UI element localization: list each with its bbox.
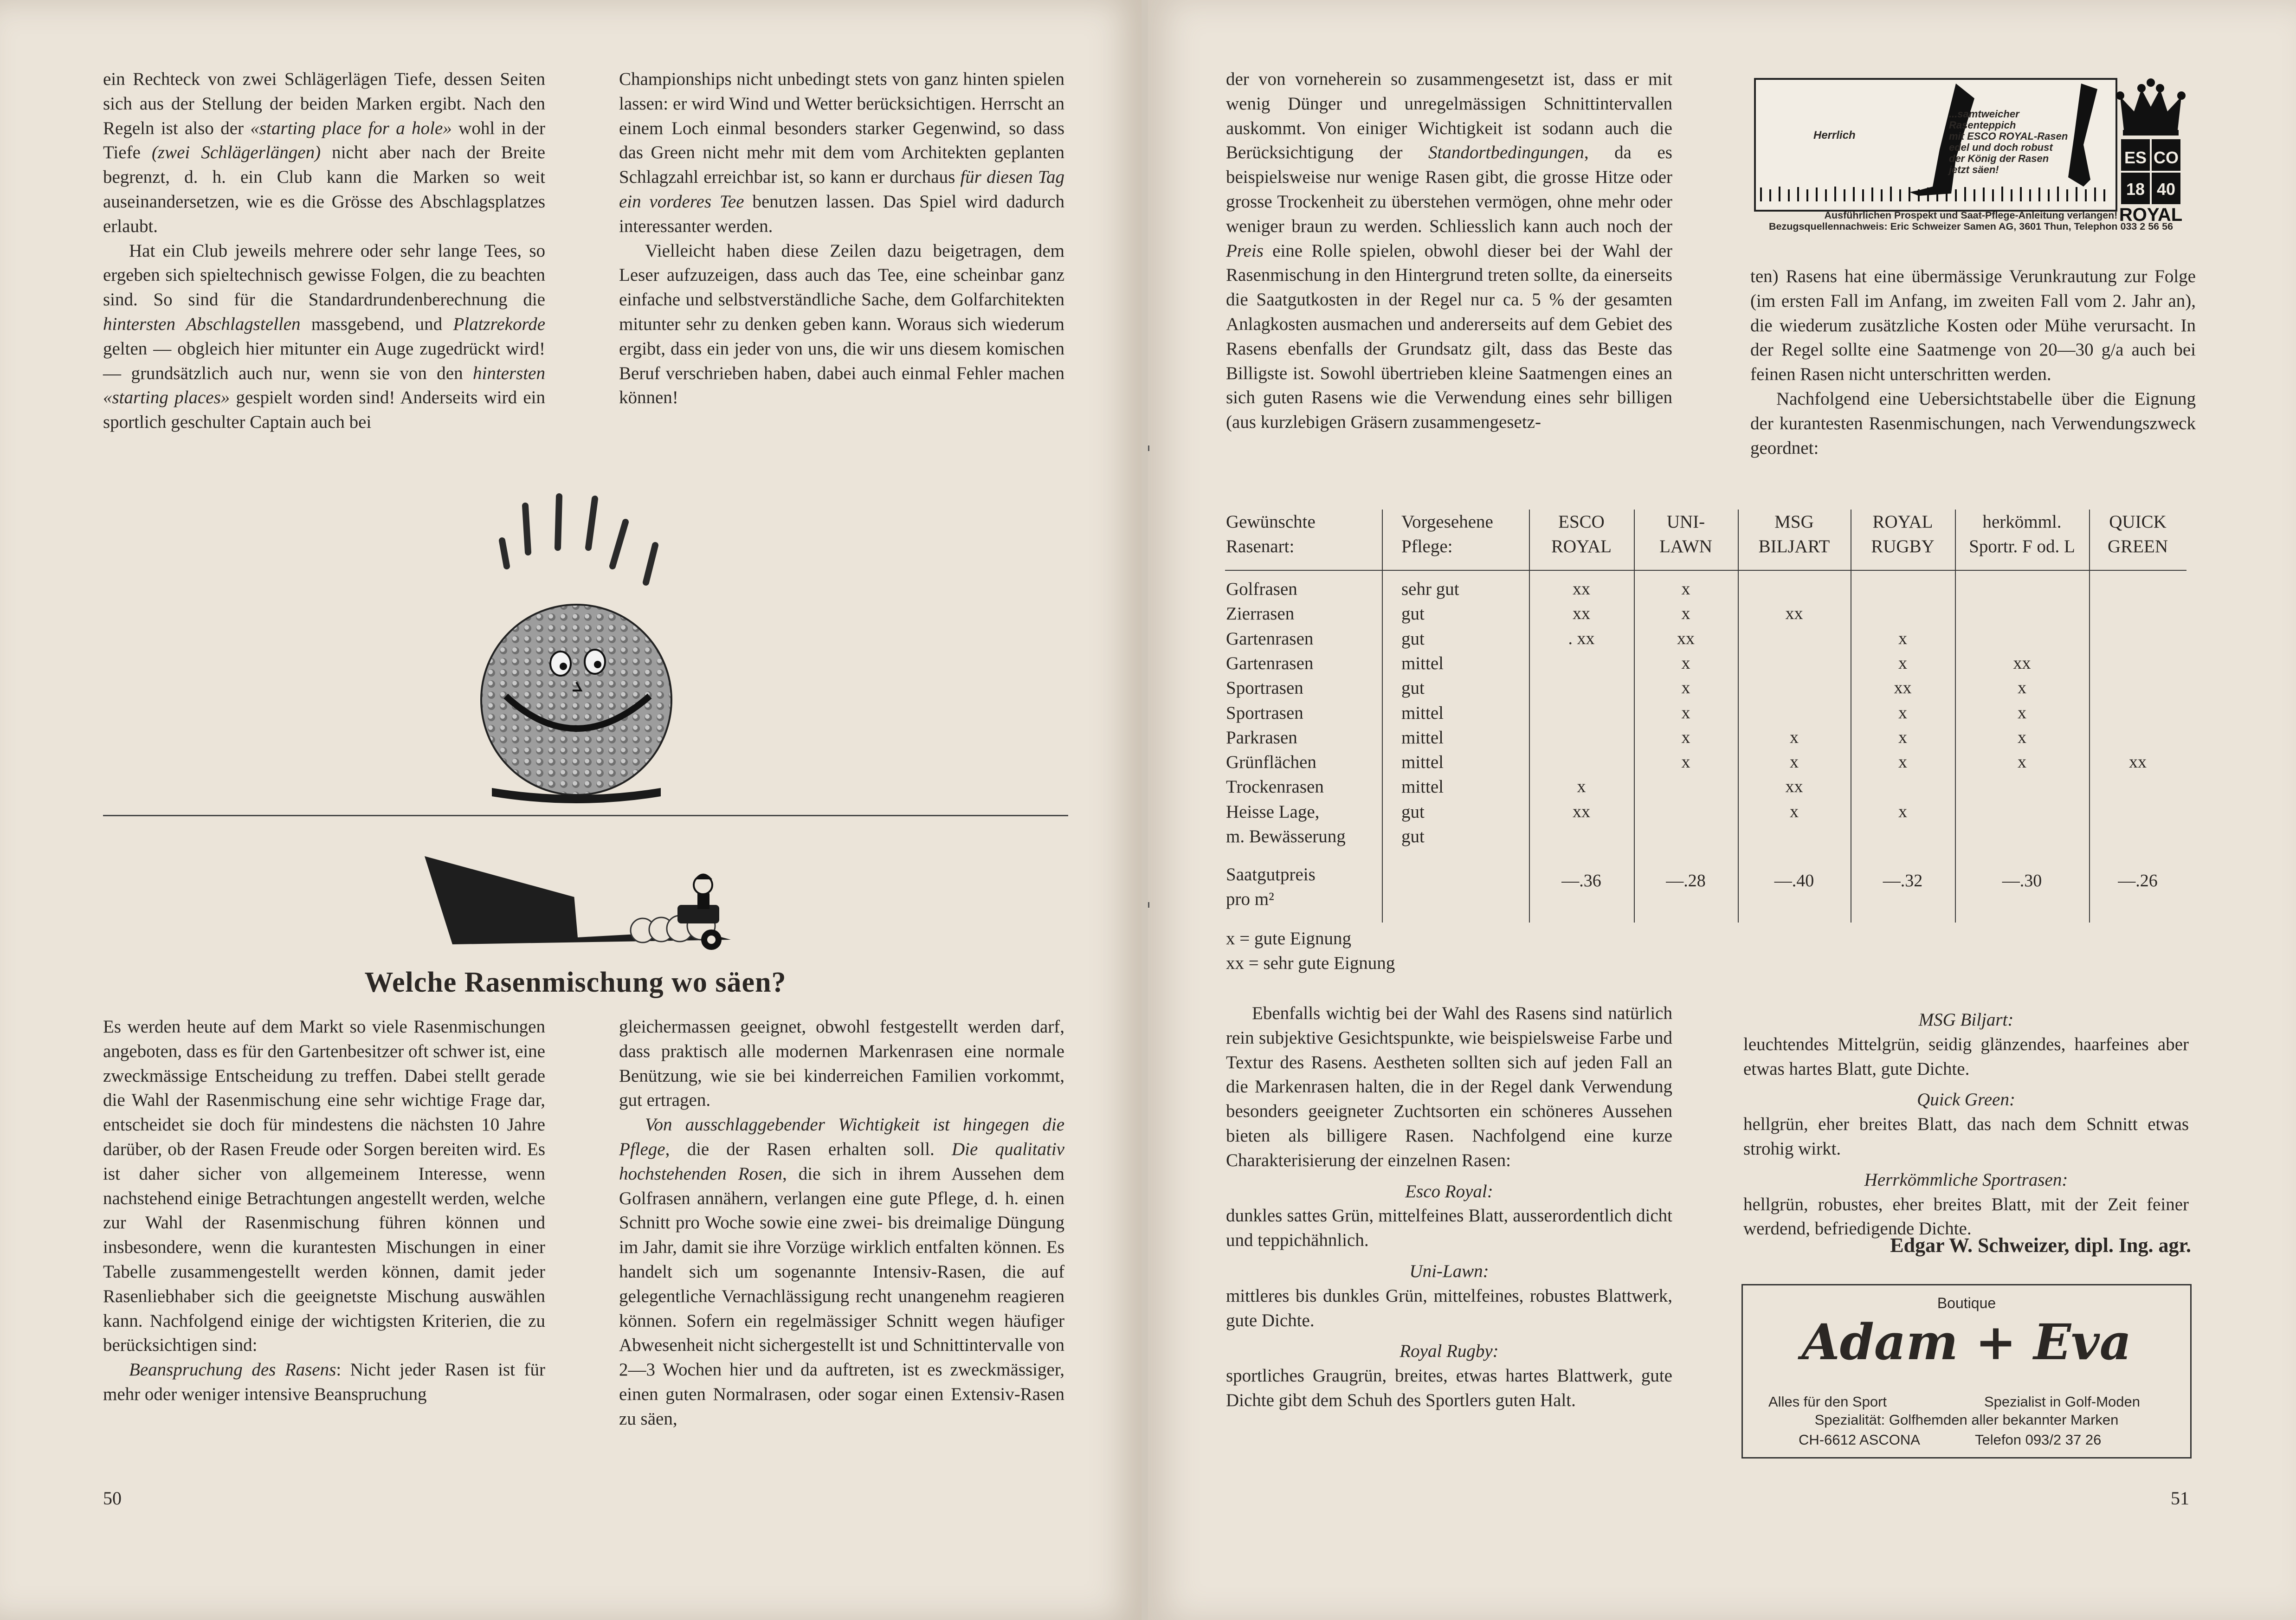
paragraph: dunkles sattes Grün, mittelfeines Blatt, ausserordentlich dicht und teppichähnlich. — [1226, 1206, 1672, 1251]
table-cell: x — [1898, 752, 1907, 772]
left-page — [0, 0, 1142, 1620]
lawn-mower-illustration — [425, 852, 749, 972]
table-column-rule — [1382, 510, 1383, 923]
golf-ball-illustration — [473, 478, 677, 812]
row-care-level: gut — [1401, 629, 1425, 649]
logo-text-es: ES — [2124, 148, 2147, 167]
row-lawn-type: Sportrasen — [1226, 678, 1303, 698]
subheading: Herrkömmliche Sportrasen: — [1864, 1169, 2068, 1190]
table-cell: xx — [2129, 752, 2147, 772]
price-cell: —.40 — [1774, 871, 1814, 891]
price-cell: —.36 — [1561, 871, 1601, 891]
column-header — [1634, 510, 1738, 559]
table-cell: x — [1898, 802, 1907, 821]
table-cell: x — [1681, 653, 1690, 673]
table-cell: x — [1681, 703, 1690, 723]
table-cell: x — [2018, 678, 2026, 697]
row-lawn-type: Heisse Lage, — [1226, 802, 1320, 822]
header-line: Vorgesehene — [1401, 512, 1493, 532]
boutique-label: Boutique — [1937, 1295, 1996, 1311]
column-header — [1955, 510, 2089, 559]
table-header-rule — [1225, 570, 2186, 571]
price-label-line: Saatgutpreis — [1226, 865, 1316, 884]
paragraph: leuchtendes Mittelgrün, seidig glänzendes, haarfeines aber etwas hartes Blatt, gute Dichte. — [1743, 1034, 2189, 1079]
table-cell: x — [1681, 728, 1690, 747]
row-care-level: gut — [1401, 604, 1425, 624]
row-care-level: mittel — [1401, 752, 1444, 772]
table-cell: x — [1898, 629, 1907, 648]
column-header — [2089, 510, 2186, 559]
table-cell: x — [1898, 703, 1907, 723]
paragraph: gleichermassen geeignet, obwohl festgestellt werden darf, dass praktisch alle modernen Markenrasen eine normale Benützung, wie sie bei kinderreichen Familien vorkommt, gut ertragen. — [619, 1017, 1064, 1110]
subheading: Uni-Lawn: — [1409, 1261, 1489, 1281]
paragraph: mittleres bis dunkles Grün, mittelfeines, robustes Blattwerk, gute Dichte. — [1226, 1285, 1672, 1330]
paragraph: Vielleicht haben diese Zeilen dazu beigetragen, dem Leser aufzuzeigen, dass auch das Tee, eine scheinbar ganz einfache und selbstverständliche Sache, dem Golfarchitekten mitunter sehr zu denken geben kann. Woraus sich wiederum ergibt, dass ein jeder von uns, die wir uns diesem komischen Beruf verschrieben haben, dabei auch einmal Fehler machen können! — [619, 240, 1064, 408]
paragraph: ten) Rasens hat eine übermässige Verunkrautung zur Folge (im ersten Fall im Anfang, im zweiten Fall vom 2. Jahr an), die wiederum zusätzliche Kosten oder Mühe verursacht. In der Regel sollte eine Saatmenge von 20—30 g/a auch bei feinen Rasen nicht unterschritten werden. — [1750, 266, 2196, 385]
boutique-address: CH-6612 ASCONA — [1799, 1432, 1920, 1448]
row-care-level: gut — [1401, 826, 1425, 846]
page-number-right: 51 — [2171, 1488, 2189, 1509]
table-cell: xx — [1785, 604, 1803, 623]
right-column-3 — [1226, 1001, 1672, 1413]
table-column-rule — [2089, 510, 2090, 923]
table-cell: xx — [1894, 678, 1912, 697]
ad-footer-line: Ausführlichen Prospekt und Saat-Pflege-Anleitung verlangen! — [1824, 210, 2118, 221]
price-cell: —.28 — [1666, 871, 1706, 891]
logo-text-40: 40 — [2156, 180, 2176, 199]
subheading: Royal Rugby: — [1400, 1341, 1499, 1362]
left-column-2 — [619, 67, 1064, 410]
row-care-level: mittel — [1401, 703, 1444, 723]
column-header-line: RUGBY — [1871, 536, 1935, 556]
logo-text-royal: ROYAL — [2119, 205, 2183, 224]
right-column-4 — [1743, 1001, 2189, 1241]
paragraph: Von ausschlaggebender Wichtigkeit ist hingegen die Pflege, die der Rasen erhalten soll. Die qualitativ hochstehenden Rosen, die sich in ihrem Aussehen dem Golfrasen annähern, verlangen eine gute Pflege, d. h. einen Schnitt pro Woche sowie eine zwei- bis dreimalige Düngung im Jahr, damit sie ihre Vorzüge wirklich entfalten können. Es handelt sich um sogenannte Intensiv-Rasen, die auf gelegentliche Vernachlässigung recht unangenehm reagieren können. Sofern ein regelmässiger Schnitt wegen häufiger Abwesenheit nicht sichergestellt ist und Schnittintervalle von 2—3 Wochen hier und da auftreten, ist es zweckmässiger, einen guten Normalrasen, oder sogar einen Extensiv-Rasen zu säen, — [619, 1115, 1064, 1429]
row-lawn-type: Zierrasen — [1226, 604, 1295, 624]
table-cell: x — [1790, 752, 1799, 772]
row-lawn-type: Parkrasen — [1226, 728, 1297, 748]
table-cell: x — [1681, 678, 1690, 697]
row-lawn-type: m. Bewässerung — [1226, 826, 1346, 846]
header-desired-lawn — [1226, 510, 1316, 559]
ad-copy-line: der König der Rasen — [1949, 153, 2049, 164]
table-cell: xx — [1573, 604, 1590, 623]
row-lawn-type: Sportrasen — [1226, 703, 1303, 723]
price-label-line: pro m² — [1226, 889, 1274, 909]
table-cell: xx — [1785, 777, 1803, 796]
row-care-level: gut — [1401, 678, 1425, 698]
right-column-2 — [1750, 265, 2196, 460]
ad-copy-line: ...samtweicher Rasenteppich — [1949, 108, 2019, 131]
column-header — [1529, 510, 1634, 559]
author-signature: Edgar W. Schweizer, dipl. Ing. agr. — [1890, 1234, 2191, 1257]
logo-text-co: CO — [2154, 148, 2179, 167]
paragraph: Nachfolgend eine Uebersichtstabelle über die Eignung der kurantesten Rasenmischungen, nach Verwendungszweck geordnet: — [1750, 388, 2196, 458]
left-column-1 — [103, 67, 545, 435]
ad-headline-word: Herrlich — [1813, 129, 1856, 142]
ad-copy-line: edel und doch robust — [1949, 142, 2053, 153]
boutique-ad — [1741, 1284, 2192, 1459]
article-heading: Welche Rasenmischung wo säen? — [364, 967, 787, 998]
section-divider — [103, 815, 1068, 816]
table-cell: x — [2018, 703, 2026, 723]
table-legend — [1226, 926, 1395, 975]
table-cell: x — [1681, 579, 1690, 599]
boutique-line: Alles für den Sport — [1768, 1394, 1887, 1410]
column-header — [1851, 510, 1955, 559]
subheading: MSG Biljart: — [1918, 1010, 2014, 1030]
paragraph: Hat ein Club jeweils mehrere oder sehr lange Tees, so ergeben sich spieltechnisch gewisse Folgen, die zu beachten sind. So sind für die Standardrundenberechnung die hintersten Abschlagstellen massgebend, und Platzrekorde gelten — obgleich hier mitunter ein Auge zugedrückt wird! — grundsätzlich auch nur, wenn sie von den hintersten «starting places» gespielt worden sind! Anderseits wird ein sportlich geschulter Captain auch bei — [103, 240, 545, 432]
subheading: Esco Royal: — [1405, 1181, 1493, 1201]
table-cell: x — [1681, 604, 1690, 623]
page-number-left: 50 — [103, 1488, 122, 1509]
row-lawn-type: Gartenrasen — [1226, 629, 1314, 649]
paragraph: Beanspruchung des Rasens: Nicht jeder Rasen ist für mehr oder weniger intensive Beanspruchung — [103, 1360, 545, 1404]
paragraph: ein Rechteck von zwei Schlägerlägen Tiefe, dessen Seiten sich aus der Stellung der beiden Marken ergibt. Nach den Regeln ist also der «starting place for a hole» wohl in der Tiefe (zwei Schlägerlängen) nicht aber nach der Breite begrenzt, d. h. ein Club kann die Marken so weit auseinandersetzen, wie es die Grösse des Abschlagsplatzes erlaubt. — [103, 69, 546, 236]
row-care-level: mittel — [1401, 653, 1444, 673]
paragraph: hellgrün, robustes, eher breites Blatt, mit der Zeit feiner werdend, befriedigende Dichte. — [1743, 1194, 2189, 1239]
header-care — [1401, 510, 1493, 559]
column-header-line: UNI- — [1666, 512, 1705, 532]
price-label — [1226, 862, 1316, 911]
column-header-line: QUICK — [2109, 512, 2167, 532]
ad-footer — [1754, 210, 2188, 232]
row-lawn-type: Golfrasen — [1226, 579, 1297, 599]
column-header-line: Sportr. F od. L — [1969, 536, 2075, 556]
table-cell: x — [2018, 728, 2026, 747]
boutique-phone: Telefon 093/2 37 26 — [1975, 1432, 2102, 1448]
table-cell: x — [1790, 802, 1799, 821]
paragraph: hellgrün, eher breites Blatt, das nach dem Schnitt etwas strohig wirkt. — [1743, 1114, 2189, 1159]
table-cell: xx — [1573, 802, 1590, 821]
table-column-rule — [1529, 510, 1530, 923]
subheading: Quick Green: — [1917, 1090, 2015, 1110]
column-header-line: LAWN — [1659, 536, 1712, 556]
column-header-line: ESCO — [1558, 512, 1605, 532]
row-lawn-type: Trockenrasen — [1226, 777, 1324, 797]
table-column-rule — [1738, 510, 1739, 923]
row-lawn-type: Gartenrasen — [1226, 653, 1314, 673]
logo-text-18: 18 — [2126, 180, 2145, 199]
price-cell: —.26 — [2118, 871, 2158, 891]
column-header-line: GREEN — [2108, 536, 2168, 556]
row-lawn-type: Grünflächen — [1226, 752, 1316, 772]
boutique-line: Spezialität: Golfhemden aller bekannter Marken — [1814, 1412, 2119, 1428]
column-header — [1738, 510, 1851, 559]
paragraph: sportliches Graugrün, breites, etwas hartes Blattwerk, gute Dichte gibt dem Schuh des Sportlers guten Halt. — [1226, 1366, 1672, 1410]
row-care-level: sehr gut — [1401, 579, 1459, 599]
table-cell: x — [1898, 728, 1907, 747]
header-line: Pflege: — [1401, 536, 1453, 556]
gutter-mark — [1148, 445, 1149, 451]
table-cell: x — [1681, 752, 1690, 772]
legend-line: xx = sehr gute Eignung — [1226, 953, 1395, 973]
table-cell: x — [2018, 752, 2026, 772]
left-column-4 — [619, 1015, 1064, 1432]
table-cell: x — [1790, 728, 1799, 747]
row-care-level: mittel — [1401, 728, 1444, 748]
column-header-line: ROYAL — [1872, 512, 1933, 532]
gutter-mark — [1148, 902, 1149, 908]
paragraph: Championships nicht unbedingt stets von ganz hinten spielen lassen: er wird Wind und Wetter berücksichtigen. Herrscht an einem Loch einmal besonders starker Gegenwind, so dass das Green nicht mehr mit dem vom Architekten geplanten Schlagzahl erreichbar ist, so kann er durchaus für diesen Tag ein vorderes Tee benutzen lassen. Das Spiel wird dadurch interessanter werden. — [619, 69, 1064, 236]
header-line: Rasenart: — [1226, 536, 1295, 556]
ad-footer-line: Bezugsquellennachweis: Eric Schweizer Samen AG, 3601 Thun, Telephon 033 2 56 56 — [1768, 221, 2173, 232]
column-header-line: herkömml. — [1982, 512, 2062, 532]
paragraph: Es werden heute auf dem Markt so viele Rasenmischungen angeboten, dass es für den Gartenbesitzer oft schwer ist, eine zweckmässige Entscheidung zu treffen. Dabei stellt gerade die Wahl der Rasenmischung eine sehr wichtige Frage dar, entscheidet sie doch für mindestens die nächsten 10 Jahre darüber, ob der Rasen Freude oder Sorgen bereiten wird. Es ist daher sicher von allgemeinem Interesse, wenn nachstehend einige Betrachtungen angestellt werden, welche zur Wahl der Rasenmischung führen können und insbesondere, wenn die kurantesten Mischungen in einer Tabelle zusammengestellt werden können, damit jeder Rasenliebhaber sich die geeignetste Mischung auswählen kann. Nachfolgend einige der wichtigsten Kriterien, die zu berücksichtigen sind: — [103, 1017, 545, 1355]
column-header-line: BILJART — [1758, 536, 1830, 556]
table-cell: . xx — [1568, 629, 1595, 648]
price-cell: —.32 — [1883, 871, 1923, 891]
table-cell: xx — [2013, 653, 2031, 673]
ad-copy-line: jetzt säen! — [1949, 164, 1999, 175]
left-column-3 — [103, 1015, 545, 1407]
legend-line: x = gute Eignung — [1226, 929, 1352, 949]
boutique-name: Adam + Eva — [1801, 1313, 2132, 1371]
table-cell: x — [1577, 777, 1586, 796]
ad-copy — [1949, 109, 2077, 175]
column-header-line: ROYAL — [1551, 536, 1612, 556]
boutique-line: Spezialist in Golf-Moden — [1984, 1394, 2140, 1410]
table-cell: xx — [1573, 579, 1590, 599]
paragraph: der von vorneherein so zusammengesetzt ist, dass er mit wenig Dünger und unregelmässigen Schnittintervallen auskommt. Von einiger Wichtigkeit ist sodann auch die Berücksichtigung der Standortbedingungen, da es beispielsweise nur wenige Rasen gibt, die grosse Hitze oder grosse Trockenheit zu überstehen vermögen, ohne mehr oder weniger braun zu werden. Schliesslich kann auch noch der Preis eine Rolle spielen, obwohl dieser bei der Wahl der Rasenmischung in den Hintergrund treten sollte, da einerseits die Saatgutkosten in der Regel nur ca. 5 % der gesamten Anlagkosten ausmachen und andererseits auf dem Gebiet des Rasens ebenfalls der Grundsatz gilt, dass das Beste das Billigste ist. Sowohl übertrieben kleine Saatmengen eines an sich guten Rasens wie die Verwendung eines sehr billigen (aus kurzlebigen Gräsern zusammengesetz- — [1226, 69, 1672, 432]
right-column-1 — [1226, 67, 1672, 435]
row-care-level: gut — [1401, 802, 1425, 822]
paragraph: Ebenfalls wichtig bei der Wahl des Rasens sind natürlich rein subjektive Gesichtspunkte, wie beispielsweise Farbe und Textur des Rasens. Aestheten sollten sich auf jeden Fall an die Markenrasen halten, die in der Regel dank Verwendung besonders geeigneter Zuchtsorten ein schöneres Aussehen bieten als billigere Rasen. Nachfolgend eine kurze Charakterisierung der einzelnen Rasen: — [1226, 1003, 1672, 1170]
table-cell: x — [1898, 653, 1907, 673]
ad-copy-line: mit ESCO ROYAL-Rasen — [1949, 130, 2068, 142]
esco-royal-logo — [2114, 78, 2188, 224]
table-cell: xx — [1677, 629, 1695, 648]
price-cell: —.30 — [2002, 871, 2042, 891]
header-line: Gewünschte — [1226, 512, 1316, 532]
column-header-line: MSG — [1774, 512, 1814, 532]
row-care-level: mittel — [1401, 777, 1444, 797]
